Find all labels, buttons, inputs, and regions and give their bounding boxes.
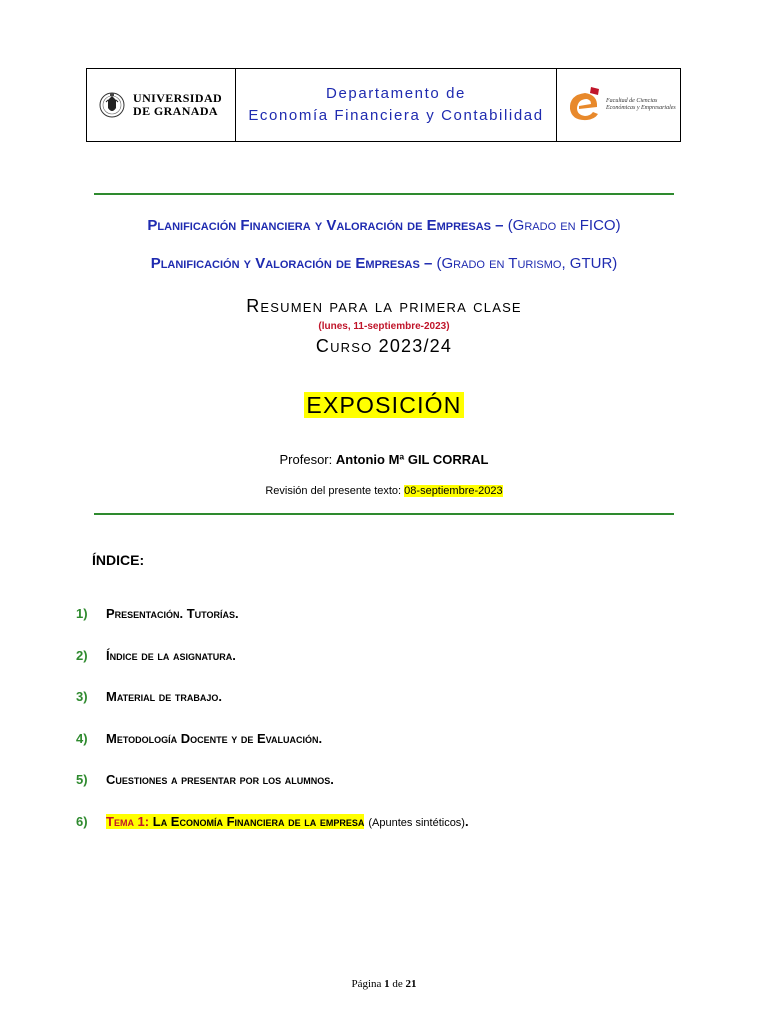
item-end-dot: . [464,814,469,829]
footer-prefix: Página [351,978,382,990]
university-line2: DE GRANADA [133,104,218,118]
tema-highlight [106,814,364,829]
department-cell [236,69,557,141]
index-item-6 [76,814,469,829]
index-text: La Economía Financiera de la empresa [152,814,365,829]
index-number: 6) [76,814,88,829]
department-line2: Economía Financiera y Contabilidad [248,107,544,124]
title-line-2 [0,255,768,272]
index-item-4 [76,731,322,746]
apuntes-note: (Apuntes sintéticos) [368,817,465,829]
index-number: 5) [76,772,88,787]
footer-total: 21 [405,978,417,990]
index-item-2 [76,648,236,663]
title-line-1 [0,217,768,234]
faculty-logo-cell [557,69,680,141]
header-table [86,68,681,142]
index-text: Cuestiones a presentar por los alumnos. [106,772,334,787]
exposicion-heading: EXPOSICIÓN [306,392,462,418]
index-item-5 [76,772,334,787]
indice-heading: ÍNDICE: [92,552,145,568]
title-1-grado: (Grado en FICO) [507,217,621,234]
university-name [133,92,222,118]
top-divider [94,193,674,195]
department-line1: Departamento de [326,85,466,102]
index-number: 1) [76,606,88,621]
tema-label: Tema 1: [106,814,150,829]
revision-line [0,485,768,497]
curso-title: Curso 2023/24 [315,336,453,356]
revision-label: Revisión del presente texto: [265,485,402,497]
profesor-label: Profesor: [279,452,333,467]
footer-mid: de [392,978,403,990]
profesor-line [0,452,768,467]
class-date: (lunes, 11-septiembre-2023) [318,321,450,332]
revision-date: 08-septiembre-2023 [404,485,503,497]
resumen-title: Resumen para la primera clase [246,296,522,316]
ugr-logo-cell [87,69,236,141]
exposicion-wrap [0,392,768,419]
page-footer [0,978,768,990]
faculty-name [606,98,676,112]
faculty-line1: Facultad de Ciencias [606,98,658,104]
index-text: Índice de la asignatura. [106,648,236,663]
title-2-main: Planificación y Valoración de Empresas – [150,255,433,272]
index-text: Material de trabajo. [106,689,222,704]
faculty-logo-icon [565,85,603,125]
faculty-line2: Económicas y Empresariales [606,105,676,111]
index-number: 3) [76,689,88,704]
index-number: 2) [76,648,88,663]
index-number: 4) [76,731,88,746]
index-text: Metodología Docente y de Evaluación. [106,731,323,746]
index-item-3 [76,689,222,704]
ugr-crest-icon [99,88,125,122]
title-2-grado: (Grado en Turismo, GTUR) [436,255,618,272]
title-1-main: Planificación Financiera y Valoración de Empresas – [147,217,504,234]
bottom-divider [94,513,674,515]
profesor-name: Antonio Mª GIL CORRAL [335,452,489,467]
index-item-1 [76,606,239,621]
footer-page: 1 [384,978,390,990]
university-line1: UNIVERSIDAD [133,91,223,105]
index-text: Presentación. Tutorías. [106,606,239,621]
